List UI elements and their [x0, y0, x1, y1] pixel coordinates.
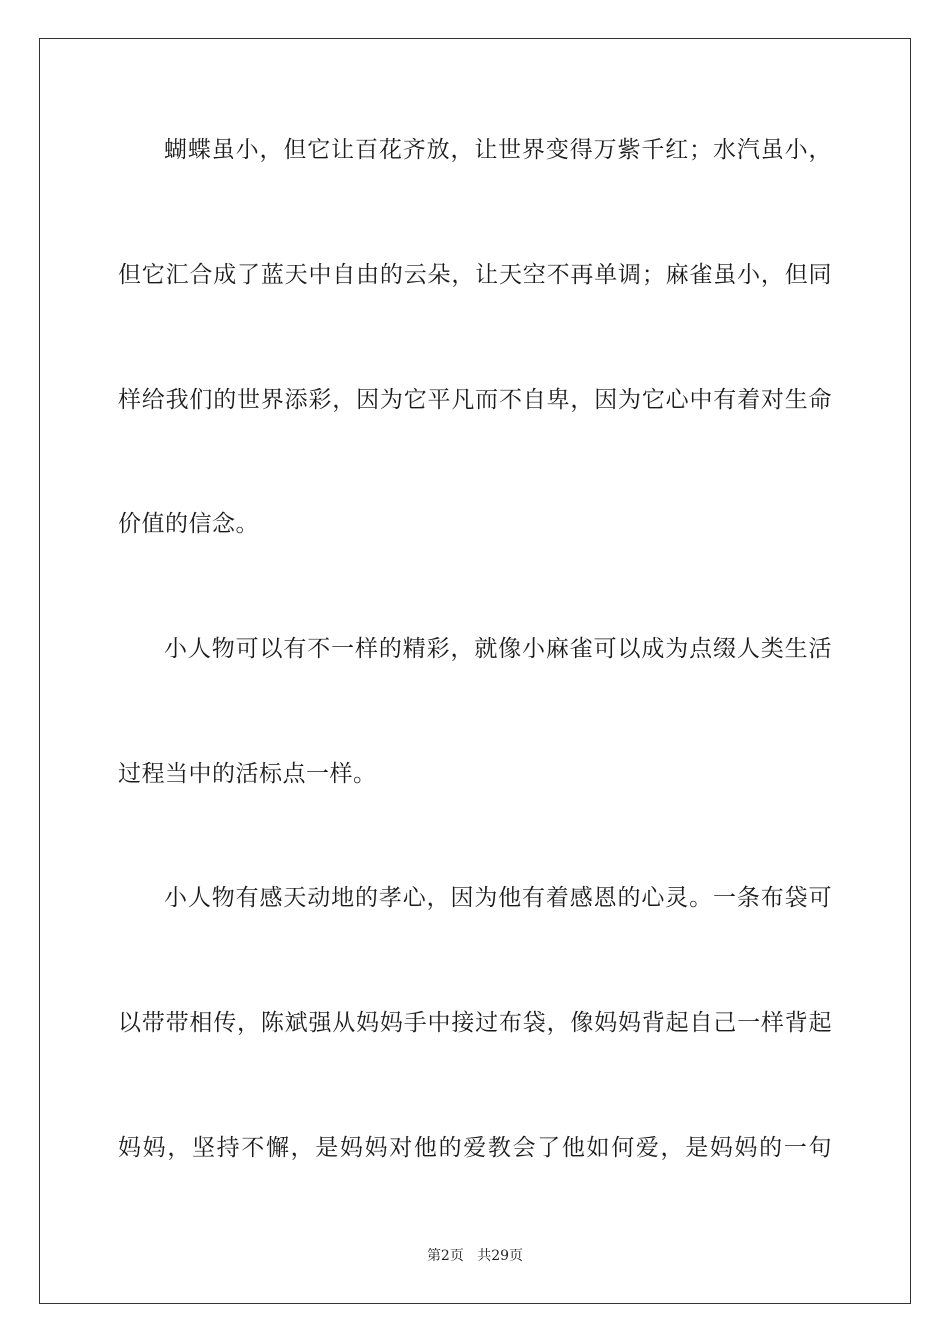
text-line: 但它汇合成了蓝天中自由的云朵，让天空不再单调；麻雀虽小，但同 — [118, 262, 832, 288]
page-total: 共29页 — [477, 1248, 524, 1264]
text-line: 样给我们的世界添彩，因为它平凡而不自卑，因为它心中有着对生命 — [118, 387, 832, 413]
page-footer — [0, 1246, 950, 1266]
page-frame — [39, 38, 911, 1304]
page-number: 第2页 — [426, 1248, 464, 1264]
text-line: 妈妈，坚持不懈，是妈妈对他的爱教会了他如何爱，是妈妈的一句 — [118, 1135, 832, 1161]
text-line: 过程当中的活标点一样。 — [118, 761, 377, 787]
text-line: 价值的信念。 — [118, 511, 259, 537]
text-line: 以带带相传，陈斌强从妈妈手中接过布袋，像妈妈背起自己一样背起 — [118, 1010, 832, 1036]
text-line: 小人物可以有不一样的精彩，就像小麻雀可以成为点缀人类生活 — [164, 636, 832, 662]
text-line: 小人物有感天动地的孝心，因为他有着感恩的心灵。一条布袋可 — [164, 885, 832, 911]
text-line: 蝴蝶虽小，但它让百花齐放，让世界变得万紫千红；水汽虽小， — [164, 137, 832, 163]
